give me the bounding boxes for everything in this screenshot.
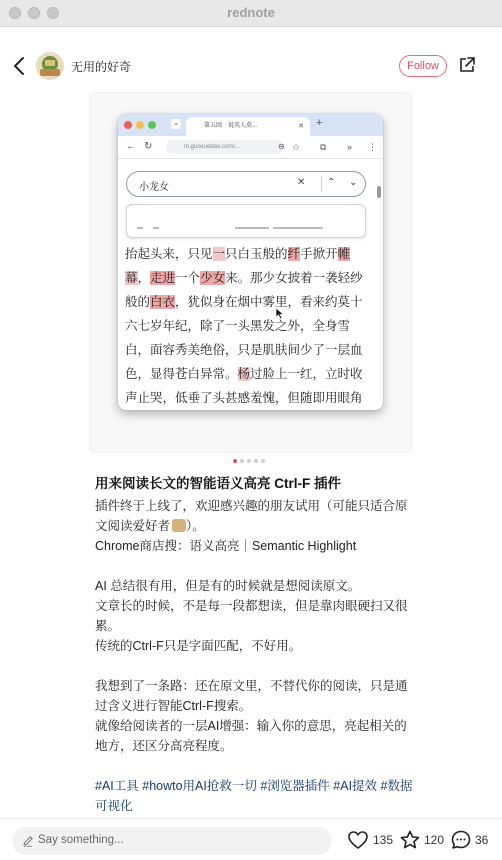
article-line: [125, 338, 375, 362]
semantic-highlight: 走进: [150, 271, 176, 285]
back-arrow-icon[interactable]: [10, 55, 30, 77]
post-tags: [95, 776, 415, 816]
tab-search-icon: ⌄: [171, 119, 181, 129]
browser-close-dot: [124, 121, 132, 129]
semantic-highlight: 帷: [337, 247, 351, 261]
more-tabs-icon: »: [347, 142, 353, 152]
comment-input[interactable]: [12, 827, 332, 855]
browser-maximize-dot: [148, 121, 156, 129]
like-count: 135: [373, 833, 394, 847]
article-text-segment: ，犹似身在烟中雾里，看来约莫十: [175, 295, 363, 309]
avatar-image: [36, 52, 64, 80]
find-clear-icon: ✕: [297, 177, 306, 188]
article-line: [125, 242, 375, 266]
post-paragraph: 传统的Ctrl-F只是字面匹配，不好用。: [95, 639, 302, 653]
semantic-highlight: 少女: [200, 271, 226, 285]
article-text-segment: 声止哭，低垂了头甚感羞愧，但随即用眼角: [125, 391, 363, 405]
article-line: [125, 314, 375, 338]
hashtag-link[interactable]: #AI提效: [333, 779, 378, 793]
article-text-segment: 六七岁年纪，除了一头黑发之外，全身雪: [125, 319, 351, 333]
address-bar: m.guoxuebao.com/...: [166, 140, 284, 154]
semantic-highlight: 一: [212, 247, 226, 261]
article-text-segment: 色，显得苍白异常。: [125, 367, 238, 381]
semantic-highlight: 纤: [287, 247, 301, 261]
post-paragraph: 就像给阅读者的一层AI增强：输入你的意思，亮起相关的地方，还区分高亮程度。: [95, 719, 407, 753]
semantic-highlight: 幕: [125, 271, 138, 285]
find-prev-icon: ⌃: [327, 177, 336, 188]
semantic-highlight: 杨: [237, 367, 251, 381]
article-text-segment: 只白玉般的: [225, 247, 288, 261]
article-text-segment: 抬起头来，只见: [125, 247, 213, 261]
emoji-icon: [172, 519, 186, 532]
post-paragraph: Chrome商店搜：语义高亮｜Semantic Highlight: [95, 539, 357, 553]
article-text-segment: ，: [137, 271, 151, 285]
hashtag-link[interactable]: #AI工具: [95, 779, 139, 793]
comment-count: 36: [475, 833, 489, 847]
article-text-segment: 手掀开: [300, 247, 338, 261]
mouse-cursor-icon: [275, 307, 285, 320]
post-paragraph: AI 总结很有用，但是有的时候就是想阅读原文。: [95, 579, 361, 593]
carousel-dot[interactable]: [254, 459, 258, 463]
browser-minimize-dot: [136, 121, 144, 129]
comment-icon[interactable]: [450, 829, 472, 851]
suggestion-mark: [137, 227, 143, 229]
avatar[interactable]: [36, 52, 64, 80]
carousel-dot[interactable]: [247, 459, 251, 463]
tab-title: 第五回 说英人莫…: [204, 123, 259, 129]
article-text-segment: 一个: [175, 271, 201, 285]
comment-placeholder: Say something...: [38, 834, 124, 846]
bottom-action-bar: [0, 818, 502, 860]
article-line: [125, 386, 375, 410]
hashtag-link[interactable]: #浏览器插件: [260, 779, 330, 793]
page-scrollbar: [377, 186, 381, 198]
find-suggestion-panel: [126, 204, 366, 238]
extensions-icon: ⧉: [320, 142, 327, 152]
screenshot-browser-window: [118, 114, 383, 410]
bookmark-star-icon: ☆: [292, 142, 301, 152]
semantic-find-bar: [126, 171, 366, 197]
carousel-dot[interactable]: [261, 459, 265, 463]
semantic-highlight: 白衣: [150, 295, 176, 309]
zoom-icon: ⊖: [278, 142, 285, 151]
share-icon[interactable]: [458, 56, 476, 74]
find-next-icon: ⌄: [349, 177, 358, 188]
post-paragraph: 我想到了一条路：还在原文里，不替代你的阅读，只是通过含义进行智能Ctrl-F搜索。: [95, 679, 408, 713]
tab-close-icon: ✕: [298, 123, 304, 130]
find-query: 小龙女: [139, 182, 169, 193]
carousel-dot[interactable]: [240, 459, 244, 463]
suggestion-mark: [153, 227, 159, 229]
post-paragraph: 插件终于上线了，欢迎感兴趣的朋友试用（可能只适合原文阅读爱好者 ）。: [95, 499, 408, 533]
find-divider: [321, 177, 322, 191]
suggestion-mark: [235, 227, 269, 229]
article-text: [125, 242, 375, 410]
browser-tab-strip: [118, 114, 383, 136]
pencil-icon: [22, 835, 34, 847]
post-title: 用来阅读长文的智能语义高亮 Ctrl-F 插件: [95, 476, 341, 491]
article-text-segment: 白，面容秀美绝俗，只是肌肤间少了一层血: [125, 343, 363, 357]
browser-back-icon: ←: [126, 141, 136, 152]
carousel-dot[interactable]: [233, 459, 237, 463]
window-titlebar: [0, 0, 502, 27]
new-tab-icon: +: [316, 117, 323, 129]
browser-menu-icon: ⋮: [368, 142, 377, 152]
article-line: [125, 362, 375, 386]
browser-toolbar: [118, 136, 383, 159]
article-line: [125, 266, 375, 290]
article-line: [125, 290, 375, 314]
suggestion-mark: [273, 227, 323, 229]
star-icon[interactable]: [399, 829, 421, 851]
window-title: rednote: [227, 5, 275, 20]
follow-button[interactable]: Follow: [399, 55, 447, 77]
hashtag-link[interactable]: #howto用AI抢救一切: [142, 779, 257, 793]
browser-tab: [186, 117, 310, 136]
article-text-segment: 来。那少女披着一袭轻纱: [225, 271, 363, 285]
article-text-segment: 过脸上一红，立时收: [250, 367, 363, 381]
article-text-segment: 般的: [125, 295, 151, 309]
browser-reload-icon: ↻: [144, 141, 153, 152]
post-paragraph: 文章长的时候，不是每一段都想读，但是靠肉眼硬扫又很累。: [95, 599, 408, 633]
star-count: 120: [424, 833, 445, 847]
post-body: [95, 496, 415, 816]
heart-icon[interactable]: [347, 829, 369, 851]
hashtag-link[interactable]: #数据可视化: [95, 779, 413, 813]
author-name[interactable]: 无用的好奇: [71, 60, 132, 74]
